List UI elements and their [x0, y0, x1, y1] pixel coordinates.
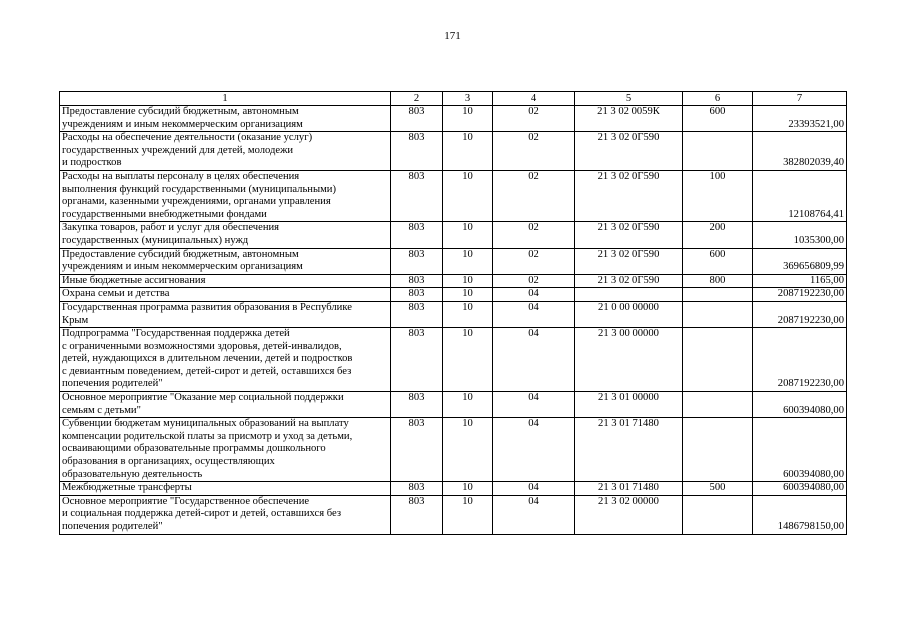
- table-row: [60, 248, 847, 274]
- row-name-line: и социальная поддержка детей-сирот и детей, оставшихся без: [62, 508, 342, 520]
- row-name-line: Субвенции бюджетам муниципальных образований на выплату: [62, 418, 349, 430]
- row-name-line: органами, казенными учреждениями, органами управления: [62, 196, 331, 208]
- target-article-code: 21 3 01 71480: [575, 418, 683, 482]
- target-article-code: 21 3 02 0059К: [575, 106, 683, 132]
- row-name: [60, 274, 391, 288]
- expense-type-code: 100: [683, 170, 753, 221]
- ministry-code: 803: [391, 170, 443, 221]
- row-name: [60, 495, 391, 534]
- table-row: [60, 274, 847, 288]
- row-name-line: образовательную деятельность: [62, 468, 203, 480]
- column-header-1: 1: [60, 92, 391, 106]
- subsection-code: 02: [493, 222, 575, 248]
- section-code: 10: [443, 482, 493, 496]
- column-header-2: 2: [391, 92, 443, 106]
- row-name-line: компенсации родительской платы за присмотр и уход за детьми,: [62, 430, 353, 442]
- section-code: 10: [443, 495, 493, 534]
- section-code: 10: [443, 248, 493, 274]
- column-header-4: 4: [493, 92, 575, 106]
- subsection-code: 02: [493, 248, 575, 274]
- subsection-code: 04: [493, 418, 575, 482]
- expense-type-code: [683, 418, 753, 482]
- section-code: 10: [443, 392, 493, 418]
- row-name-line: Расходы на выплаты персоналу в целях обеспечения: [62, 170, 300, 182]
- amount: 1486798150,00: [753, 495, 847, 534]
- expense-type-code: 600: [683, 106, 753, 132]
- column-header-3: 3: [443, 92, 493, 106]
- ministry-code: 803: [391, 495, 443, 534]
- expense-type-code: 500: [683, 482, 753, 496]
- amount: 2087192230,00: [753, 301, 847, 327]
- subsection-code: 02: [493, 132, 575, 171]
- row-name-line: Межбюджетные трансферты: [62, 482, 192, 494]
- target-article-code: 21 3 01 00000: [575, 392, 683, 418]
- expense-type-code: 800: [683, 274, 753, 288]
- row-name-line: Расходы на обеспечение деятельности (оказание услуг): [62, 132, 313, 144]
- expense-type-code: 600: [683, 248, 753, 274]
- section-code: 10: [443, 222, 493, 248]
- subsection-code: 04: [493, 301, 575, 327]
- row-name-line: семьям с детьми": [62, 404, 141, 416]
- column-header-5: 5: [575, 92, 683, 106]
- row-name-line: государственных учреждений для детей, молодежи: [62, 144, 294, 156]
- expense-type-code: 200: [683, 222, 753, 248]
- row-name: [60, 482, 391, 496]
- ministry-code: 803: [391, 392, 443, 418]
- row-name-line: попечения родителей": [62, 521, 163, 532]
- subsection-code: 04: [493, 328, 575, 392]
- amount: 382802039,40: [753, 132, 847, 171]
- budget-table: [59, 91, 847, 535]
- amount: 369656809,99: [753, 248, 847, 274]
- row-name-line: государственных (муниципальных) нужд: [62, 234, 249, 246]
- subsection-code: 04: [493, 495, 575, 534]
- row-name-line: Иные бюджетные ассигнования: [62, 274, 206, 286]
- table-row: [60, 392, 847, 418]
- amount: 23393521,00: [753, 106, 847, 132]
- amount: 2087192230,00: [753, 328, 847, 392]
- table-row: [60, 418, 847, 482]
- amount: 600394080,00: [753, 482, 847, 496]
- ministry-code: 803: [391, 482, 443, 496]
- amount: 1035300,00: [753, 222, 847, 248]
- section-code: 10: [443, 328, 493, 392]
- table-row: [60, 222, 847, 248]
- column-header-6: 6: [683, 92, 753, 106]
- subsection-code: 02: [493, 274, 575, 288]
- row-name: [60, 288, 391, 302]
- section-code: 10: [443, 301, 493, 327]
- row-name-line: детей, нуждающихся в длительном лечении, детей и подростков: [62, 353, 353, 365]
- expense-type-code: [683, 132, 753, 171]
- row-name-line: образования в организациях, осуществляющих: [62, 456, 275, 468]
- table-header-row: [60, 92, 847, 106]
- ministry-code: 803: [391, 288, 443, 302]
- row-name: [60, 328, 391, 392]
- target-article-code: 21 3 02 0Г590: [575, 248, 683, 274]
- table-row: [60, 106, 847, 132]
- expense-type-code: [683, 328, 753, 392]
- table-row: [60, 328, 847, 392]
- table-row: [60, 482, 847, 496]
- section-code: 10: [443, 170, 493, 221]
- row-name-line: Крым: [62, 314, 89, 326]
- subsection-code: 02: [493, 106, 575, 132]
- table-row: [60, 495, 847, 534]
- subsection-code: 02: [493, 170, 575, 221]
- section-code: 10: [443, 274, 493, 288]
- row-name: [60, 222, 391, 248]
- row-name-line: осваивающими образовательные программы дошкольного: [62, 443, 326, 455]
- amount: 12108764,41: [753, 170, 847, 221]
- row-name-line: Охрана семьи и детства: [62, 288, 170, 300]
- subsection-code: 04: [493, 288, 575, 302]
- row-name-line: с девиантным поведением, детей-сирот и детей, оставшихся без: [62, 365, 352, 377]
- row-name: [60, 170, 391, 221]
- amount: 2087192230,00: [753, 288, 847, 302]
- row-name-line: Государственная программа развития образования в Республике: [62, 301, 352, 313]
- ministry-code: 803: [391, 274, 443, 288]
- expense-type-code: [683, 392, 753, 418]
- amount: 600394080,00: [753, 418, 847, 482]
- target-article-code: 21 3 02 0Г590: [575, 222, 683, 248]
- amount: 1165,00: [753, 274, 847, 288]
- row-name-line: попечения родителей": [62, 378, 163, 390]
- page-number: 171: [444, 30, 461, 42]
- row-name-line: Подпрограмма "Государственная поддержка детей: [62, 328, 290, 340]
- row-name-line: Основное мероприятие "Оказание мер социальной поддержки: [62, 392, 344, 404]
- target-article-code: 21 3 00 00000: [575, 328, 683, 392]
- ministry-code: 803: [391, 132, 443, 171]
- row-name: [60, 301, 391, 327]
- section-code: 10: [443, 418, 493, 482]
- row-name-line: Предоставление субсидий бюджетным, автономным: [62, 106, 299, 117]
- target-article-code: [575, 288, 683, 302]
- target-article-code: 21 3 02 0Г590: [575, 132, 683, 171]
- expense-type-code: [683, 301, 753, 327]
- row-name-line: и подростков: [62, 157, 122, 169]
- row-name-line: Закупка товаров, работ и услуг для обеспечения: [62, 222, 280, 234]
- table-row: [60, 288, 847, 302]
- row-name: [60, 132, 391, 171]
- row-name-line: с ограниченными возможностями здоровья, детей-инвалидов,: [62, 340, 342, 352]
- row-name-line: Основное мероприятие "Государственное обеспечение: [62, 495, 310, 507]
- ministry-code: 803: [391, 328, 443, 392]
- table-row: [60, 170, 847, 221]
- target-article-code: 21 3 02 00000: [575, 495, 683, 534]
- row-name-line: Предоставление субсидий бюджетным, автономным: [62, 248, 299, 260]
- row-name-line: учреждениям и иным некоммерческим организациям: [62, 118, 303, 130]
- ministry-code: 803: [391, 248, 443, 274]
- column-header-7: 7: [753, 92, 847, 106]
- section-code: 10: [443, 288, 493, 302]
- row-name: [60, 392, 391, 418]
- section-code: 10: [443, 132, 493, 171]
- subsection-code: 04: [493, 482, 575, 496]
- amount: 600394080,00: [753, 392, 847, 418]
- row-name-line: выполнения функций государственными (муниципальными): [62, 183, 336, 195]
- row-name: [60, 106, 391, 132]
- table-row: [60, 301, 847, 327]
- target-article-code: 21 3 02 0Г590: [575, 170, 683, 221]
- subsection-code: 04: [493, 392, 575, 418]
- row-name: [60, 248, 391, 274]
- ministry-code: 803: [391, 301, 443, 327]
- ministry-code: 803: [391, 418, 443, 482]
- row-name: [60, 418, 391, 482]
- row-name-line: учреждениям и иным некоммерческим организациям: [62, 261, 303, 273]
- expense-type-code: [683, 288, 753, 302]
- target-article-code: 21 0 00 00000: [575, 301, 683, 327]
- ministry-code: 803: [391, 222, 443, 248]
- ministry-code: 803: [391, 106, 443, 132]
- target-article-code: 21 3 01 71480: [575, 482, 683, 496]
- target-article-code: 21 3 02 0Г590: [575, 274, 683, 288]
- expense-type-code: [683, 495, 753, 534]
- row-name-line: государственными внебюджетными фондами: [62, 208, 267, 220]
- section-code: 10: [443, 106, 493, 132]
- table-row: [60, 132, 847, 171]
